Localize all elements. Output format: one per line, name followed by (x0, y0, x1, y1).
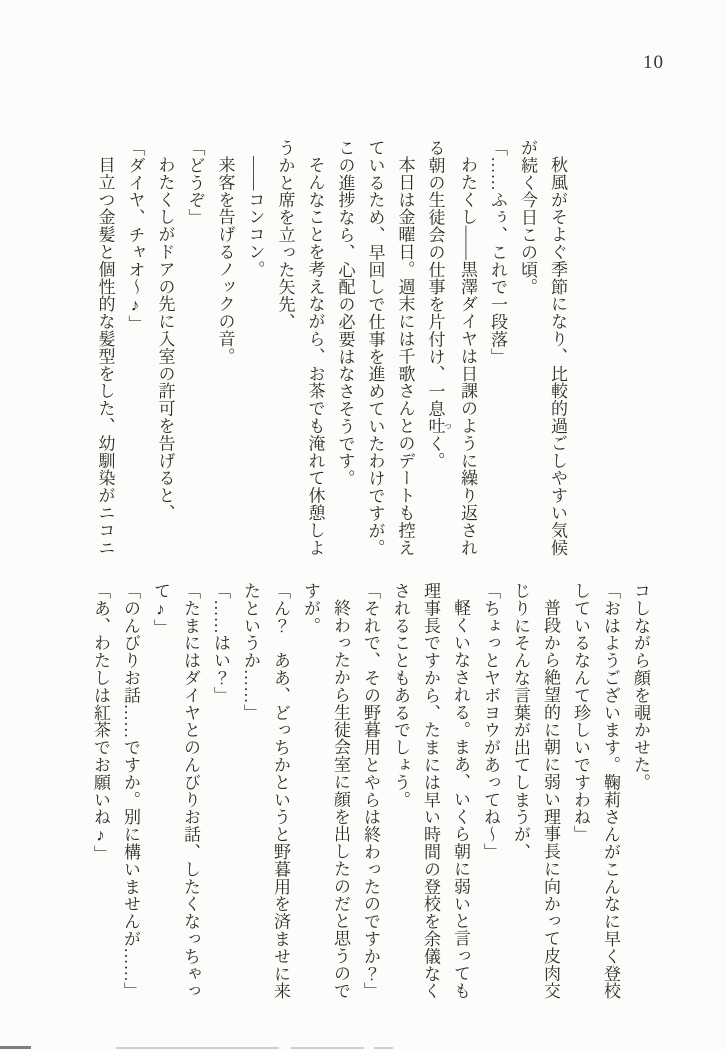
text-line: すが。 (301, 582, 320, 635)
text-line: 終わったから生徒会室に顔を出したのだと思うので (331, 599, 350, 1000)
text-line: 「あ、わたしは紅茶でお願いね♪」 (91, 582, 110, 863)
scan-artifact-line (291, 1047, 364, 1049)
furigana-ruby: 吐 つ (425, 417, 453, 435)
text-line: が続く今日この頃。 (518, 139, 537, 296)
text-line: 本日は金曜日。週末には千歌さんとのデートも控え (395, 156, 415, 557)
text-line: 「……ふぅ、これで一段落」 (488, 139, 507, 366)
text-line: コしながら顔を覗かせた。 (631, 582, 650, 791)
text-line: うかと席を立った矢先、 (275, 139, 295, 331)
page-number: 10 (643, 52, 664, 73)
text-line: 「それで、その野暮用とやらは終わったのですか？」 (361, 582, 380, 1000)
text-line: 「ダイヤ、チャオ～♪」 (125, 139, 145, 333)
text-line: る朝の生徒会の仕事を片付け、一息吐 つく。 (425, 139, 453, 470)
text-line: 理事長ですから、たまには早い時間の登校を余儀なく (421, 582, 440, 1000)
text-line: ているため、早回しで仕事を進めていたわけですが。 (365, 139, 385, 557)
text-line: じりにそんな言葉が出てしまうが、 (511, 582, 530, 861)
text-line: 普段から絶望的に朝に弱い理事長に向かって皮肉交 (541, 599, 560, 1000)
scan-artifact-line (374, 1047, 393, 1049)
text-line: わたくしがドアの先に入室の許可を告げると、 (155, 156, 175, 522)
text-line: 秋風がそよぐ季節になり、比較的過ごしやすい気候 (548, 156, 567, 557)
text-line: されることもあるでしょう。 (391, 582, 410, 809)
upper-text-block (90, 139, 573, 559)
text-line: そんなことを考えながら、お茶でも淹れて休憩しよ (305, 156, 325, 557)
text-line: たというか……」 (241, 582, 260, 722)
text-line: 目立つ金髪と個性的な髪型をした、幼馴染がニコニ (95, 156, 115, 557)
text-line: 「おはようございます。鞠莉さんがこんなに早く登校 (601, 582, 620, 1000)
text-line: 「たまにはダイヤとのんびりお話、したくなっちゃっ (181, 582, 200, 1000)
scan-artifact-line (0, 1046, 31, 1049)
text-line: わたくし――黒澤ダイヤは日課のように繰り返され (458, 156, 477, 557)
lower-text-block (85, 582, 655, 1002)
text-line: ――コンコン。 (245, 156, 265, 278)
text-line: 「ん？ ああ、どっちかというと野暮用を済ませに来 (271, 582, 290, 1000)
text-line: 「のんびりお話……ですか。別に構いませんが……」 (121, 582, 140, 1000)
text-line: 「どうぞ」 (185, 139, 205, 226)
text-line: 軽くいなされる。まあ、いくら朝に弱いと言っても (451, 599, 470, 1000)
scan-artifact-line (116, 1047, 279, 1049)
text-line: しているなんて珍しいですわね」 (571, 582, 590, 843)
text-line: 「……はい？」 (211, 582, 230, 704)
text-line: この進捗なら、心配の必要はなさそうです。 (335, 139, 355, 487)
text-line: 来客を告げるノックの音。 (215, 156, 235, 365)
text-line: て♪」 (151, 582, 170, 637)
text-line: 「ちょっとヤボヨウがあってね～」 (481, 582, 500, 861)
